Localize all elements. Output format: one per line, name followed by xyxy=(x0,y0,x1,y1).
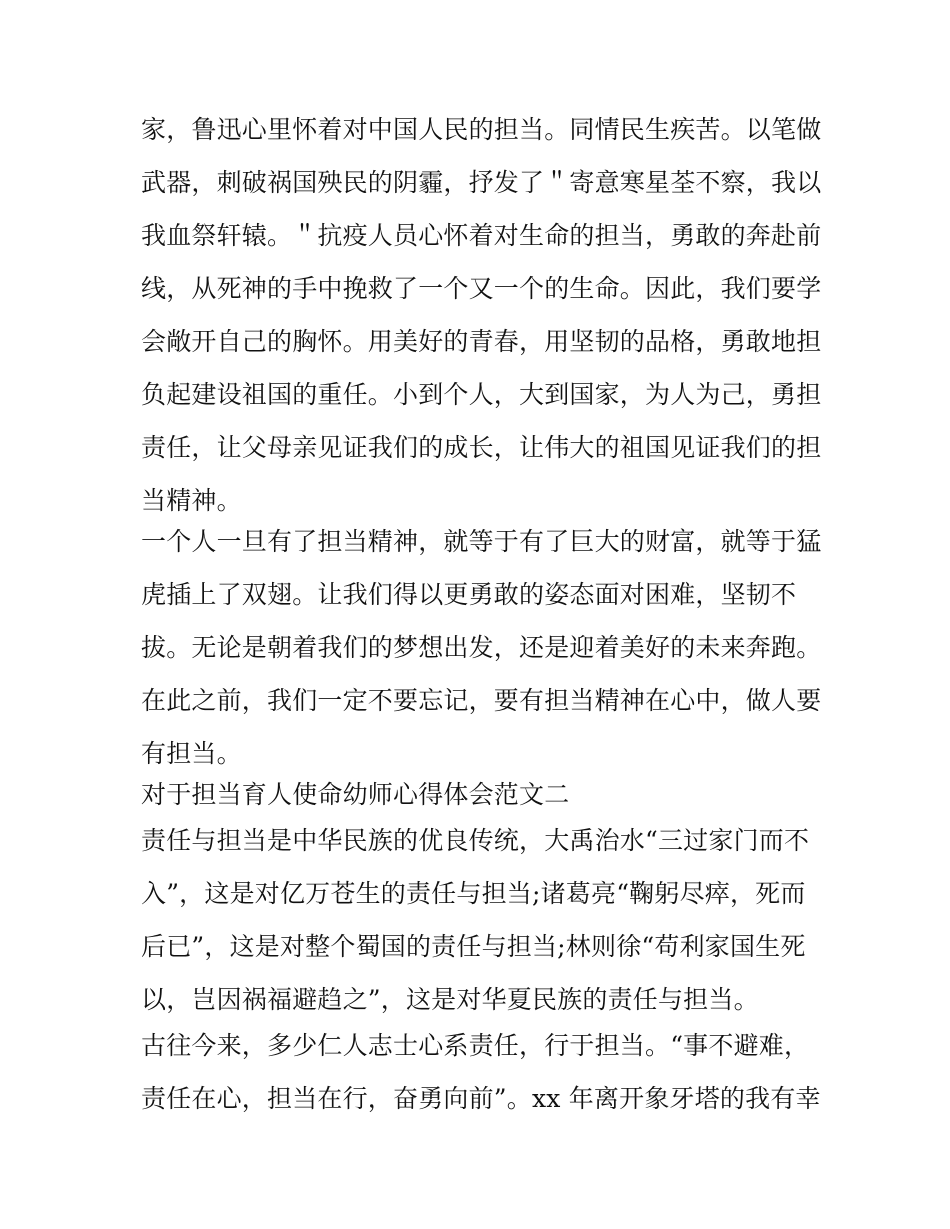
text-line: 以，岂因祸福避趋之”，这是对华夏民族的责任与担当。 xyxy=(141,985,759,1014)
section-heading: 对于担当育人使命幼师心得体会范文二 xyxy=(141,780,570,809)
text-line: 我血祭轩辕。＂抗疫人员心怀着对生命的担当，勇敢的奔赴前 xyxy=(141,221,822,250)
text-line: 拔。无论是朝着我们的梦想出发，还是迎着美好的未来奔跑。 xyxy=(141,633,822,662)
text-line: 当精神。 xyxy=(141,486,242,515)
text-line: 会敞开自己的胸怀。用美好的青春，用坚韧的品格，勇敢地担 xyxy=(141,327,822,356)
text-line: 家，鲁迅心里怀着对中国人民的担当。同情民生疾苦。以笔做 xyxy=(141,115,822,144)
text-line: 武器，刺破祸国殃民的阴霾，抒发了＂寄意寒星荃不察，我以 xyxy=(141,168,822,197)
text-line: 责任与担当是中华民族的优良传统，大禹治水“三过家门而不 xyxy=(141,826,810,855)
text-line: 虎插上了双翅。让我们得以更勇敢的姿态面对困难，坚韧不 xyxy=(141,580,797,609)
text-line: 入”，这是对亿万苍生的责任与担当;诸葛亮“鞠躬尽瘁，死而 xyxy=(141,879,806,908)
text-line: 线，从死神的手中挽救了一个又一个的生命。因此，我们要学 xyxy=(141,274,822,303)
text-line: 后已”，这是对整个蜀国的责任与担当;林则徐“苟利家国生死 xyxy=(141,932,806,961)
text-line: 责任在心，担当在行，奋勇向前”。xx 年离开象牙塔的我有幸 xyxy=(141,1084,821,1113)
text-line: 责任，让父母亲见证我们的成长，让伟大的祖国见证我们的担 xyxy=(141,433,822,462)
text-line: 一个人一旦有了担当精神，就等于有了巨大的财富，就等于猛 xyxy=(141,527,822,556)
text-line: 在此之前，我们一定不要忘记，要有担当精神在心中，做人要 xyxy=(141,686,822,715)
text-line: 古往今来，多少仁人志士心系责任，行于担当。“事不避难， xyxy=(141,1031,810,1060)
text-line: 有担当。 xyxy=(141,739,242,768)
text-line: 负起建设祖国的重任。小到个人，大到国家，为人为己，勇担 xyxy=(141,380,822,409)
